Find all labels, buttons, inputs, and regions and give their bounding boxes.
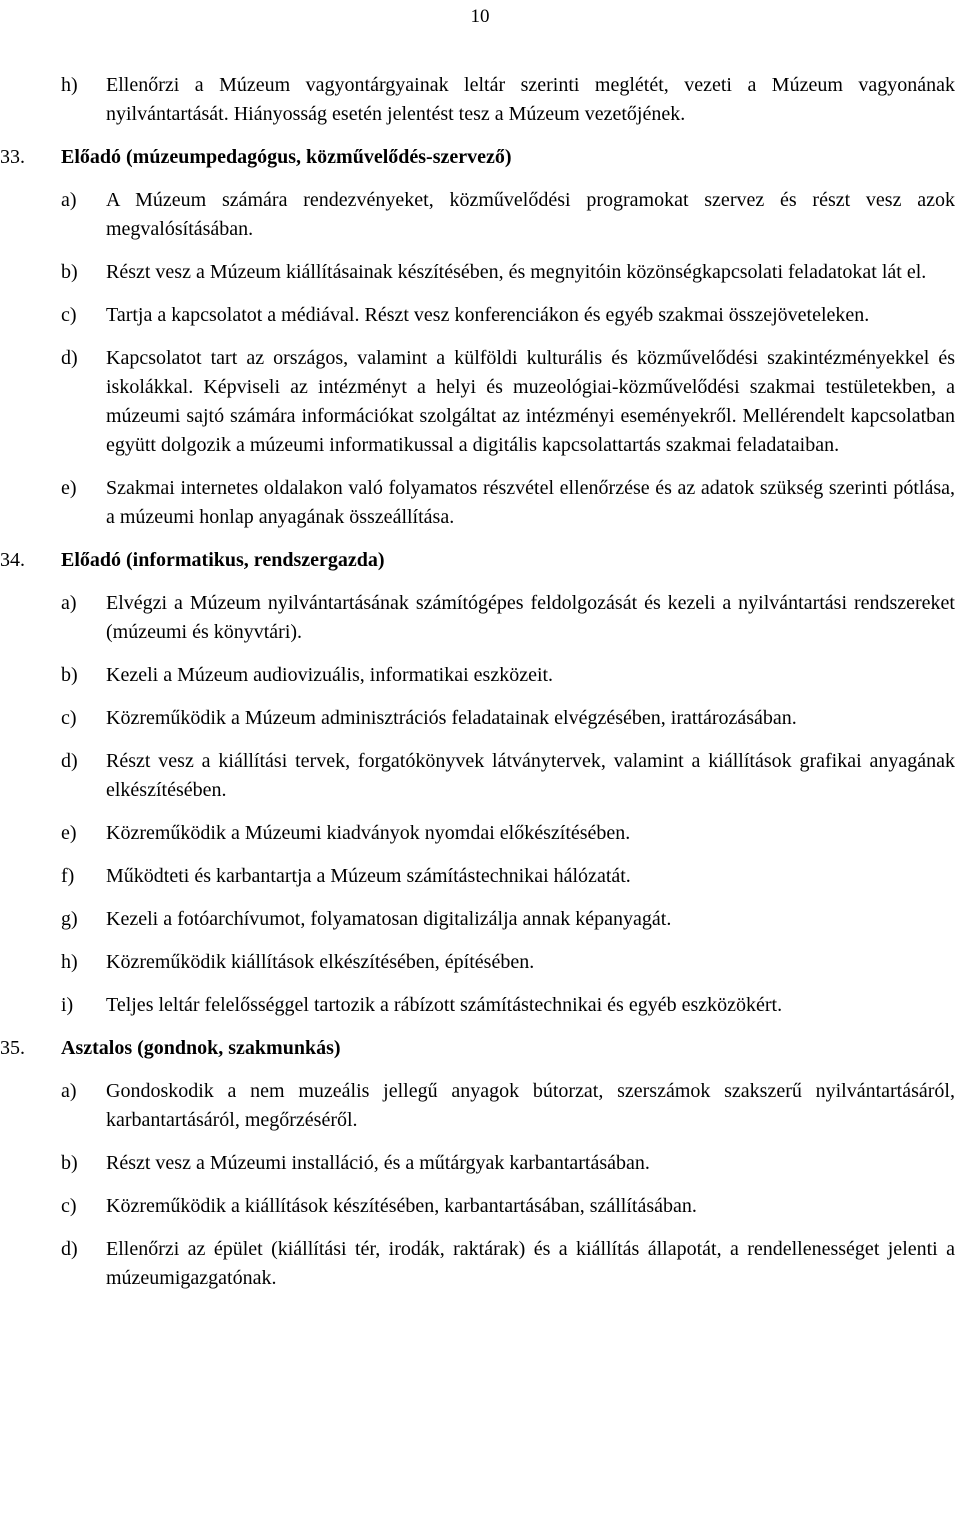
- list-item-text: Ellenőrzi az épület (kiállítási tér, irodák, raktárak) és a kiállítás állapotát, a rendellenességet jelenti a múzeumigazgatónak.: [106, 1238, 955, 1289]
- document-body: [0, 71, 955, 1307]
- page-number: 10: [470, 6, 490, 27]
- list-item: [61, 819, 955, 848]
- list-item-marker: h): [61, 74, 78, 96]
- list-item-marker: e): [61, 822, 77, 844]
- list-item-text: Szakmai internetes oldalakon való folyamatos részvétel ellenőrzése és az adatok szükség szerinti pótlása, a múzeumi honlap anyagának összeállítása.: [106, 477, 955, 528]
- list-item: [61, 474, 955, 532]
- list-item-marker: d): [61, 347, 78, 369]
- list-item: [61, 747, 955, 805]
- list-item: [61, 862, 955, 891]
- list-item-text: Működteti és karbantartja a Múzeum számítástechnikai hálózatát.: [106, 865, 631, 887]
- list-item-text: Részt vesz a kiállítási tervek, forgatókönyvek látványtervek, valamint a kiállítások grafikai anyagának elkészítésében.: [106, 750, 955, 801]
- list-item-marker: g): [61, 908, 78, 930]
- list-item-marker: h): [61, 951, 78, 973]
- list-item-marker: b): [61, 664, 78, 686]
- list-item: [61, 661, 955, 690]
- list-item-text: Részt vesz a Múzeumi installáció, és a műtárgyak karbantartásában.: [106, 1152, 650, 1174]
- list-item: [61, 186, 955, 244]
- list-item: [61, 344, 955, 460]
- list-item-marker: d): [61, 1238, 78, 1260]
- list-item: [61, 1149, 955, 1178]
- list-item: [61, 905, 955, 934]
- list-item: [61, 589, 955, 647]
- list-item-marker: a): [61, 189, 77, 211]
- list-item-text: Teljes leltár felelősséggel tartozik a rábízott számítástechnikai és egyéb eszközökért.: [106, 994, 783, 1016]
- list-item-marker: e): [61, 477, 77, 499]
- section-heading: [0, 143, 955, 172]
- section-heading: [0, 1034, 955, 1063]
- list-item: [61, 948, 955, 977]
- list-item-text: Közreműködik a Múzeumi kiadványok nyomdai előkészítésében.: [106, 822, 631, 844]
- list-item-marker: b): [61, 261, 78, 283]
- list-item-marker: f): [61, 865, 75, 887]
- list-item-marker: d): [61, 750, 78, 772]
- list-item: [61, 301, 955, 330]
- list-item: [61, 258, 955, 287]
- list-item-text: Ellenőrzi a Múzeum vagyontárgyainak leltár szerinti meglétét, vezeti a Múzeum vagyonának nyilvántartását. Hiányosság esetén jelentést tesz a Múzeum vezetőjének.: [106, 74, 955, 125]
- list-item: [61, 704, 955, 733]
- list-item-text: Közreműködik a Múzeum adminisztrációs feladatainak elvégzésében, irattározásában.: [106, 707, 797, 729]
- section-heading: [0, 546, 955, 575]
- list-item-marker: i): [61, 994, 74, 1016]
- list-item-text: Tartja a kapcsolatot a médiával. Részt vesz konferenciákon és egyéb szakmai összejöveteleken.: [106, 304, 870, 326]
- section-number: 33.: [0, 146, 25, 168]
- list-item-marker: a): [61, 1080, 77, 1102]
- section-title: Előadó (múzeumpedagógus, közművelődés-szervező): [61, 146, 512, 168]
- list-item-text: Közreműködik a kiállítások készítésében, karbantartásában, szállításában.: [106, 1195, 697, 1217]
- section-title: Asztalos (gondnok, szakmunkás): [61, 1037, 341, 1059]
- list-item-marker: a): [61, 592, 77, 614]
- list-item-text: Kapcsolatot tart az országos, valamint a külföldi kulturális és közművelődési szakintézményekkel és iskolákkal. Képviseli az intézményt a helyi és muzeológiai-közművelődési szakmai testületekben, a múzeumi sajtó számára információkat szolgáltat az intézményi eseményekről. Mellérendelt kapcsolatban együtt dolgozik a múzeumi informatikussal a digitális kapcsolattartás szakmai feladataiban.: [106, 347, 955, 456]
- list-item-text: Kezeli a Múzeum audiovizuális, informatikai eszközeit.: [106, 664, 554, 686]
- list-item-text: Közreműködik kiállítások elkészítésében, építésében.: [106, 951, 535, 973]
- list-item-marker: b): [61, 1152, 78, 1174]
- list-item-marker: c): [61, 1195, 77, 1217]
- section-number: 35.: [0, 1037, 25, 1059]
- list-item-text: Elvégzi a Múzeum nyilvántartásának számítógépes feldolgozását és kezeli a nyilvántartási rendszereket (múzeumi és könyvtári).: [106, 592, 955, 643]
- list-item: [61, 71, 955, 129]
- list-item-marker: c): [61, 707, 77, 729]
- list-item: [61, 1077, 955, 1135]
- list-item-text: Részt vesz a Múzeum kiállításainak készítésében, és megnyitóin közönségkapcsolati feladatokat lát el.: [106, 261, 927, 283]
- section-title: Előadó (informatikus, rendszergazda): [61, 549, 385, 571]
- list-item: [61, 1235, 955, 1293]
- list-item: [61, 1192, 955, 1221]
- section-number: 34.: [0, 549, 25, 571]
- list-item-marker: c): [61, 304, 77, 326]
- list-item-text: A Múzeum számára rendezvényeket, közművelődési programokat szervez és részt vesz azok megvalósításában.: [106, 189, 955, 240]
- list-item: [61, 991, 955, 1020]
- list-item-text: Gondoskodik a nem muzeális jellegű anyagok bútorzat, szerszámok szakszerű nyilvántartásáról, karbantartásáról, megőrzéséről.: [106, 1080, 955, 1131]
- list-item-text: Kezeli a fotóarchívumot, folyamatosan digitalizálja annak képanyagát.: [106, 908, 672, 930]
